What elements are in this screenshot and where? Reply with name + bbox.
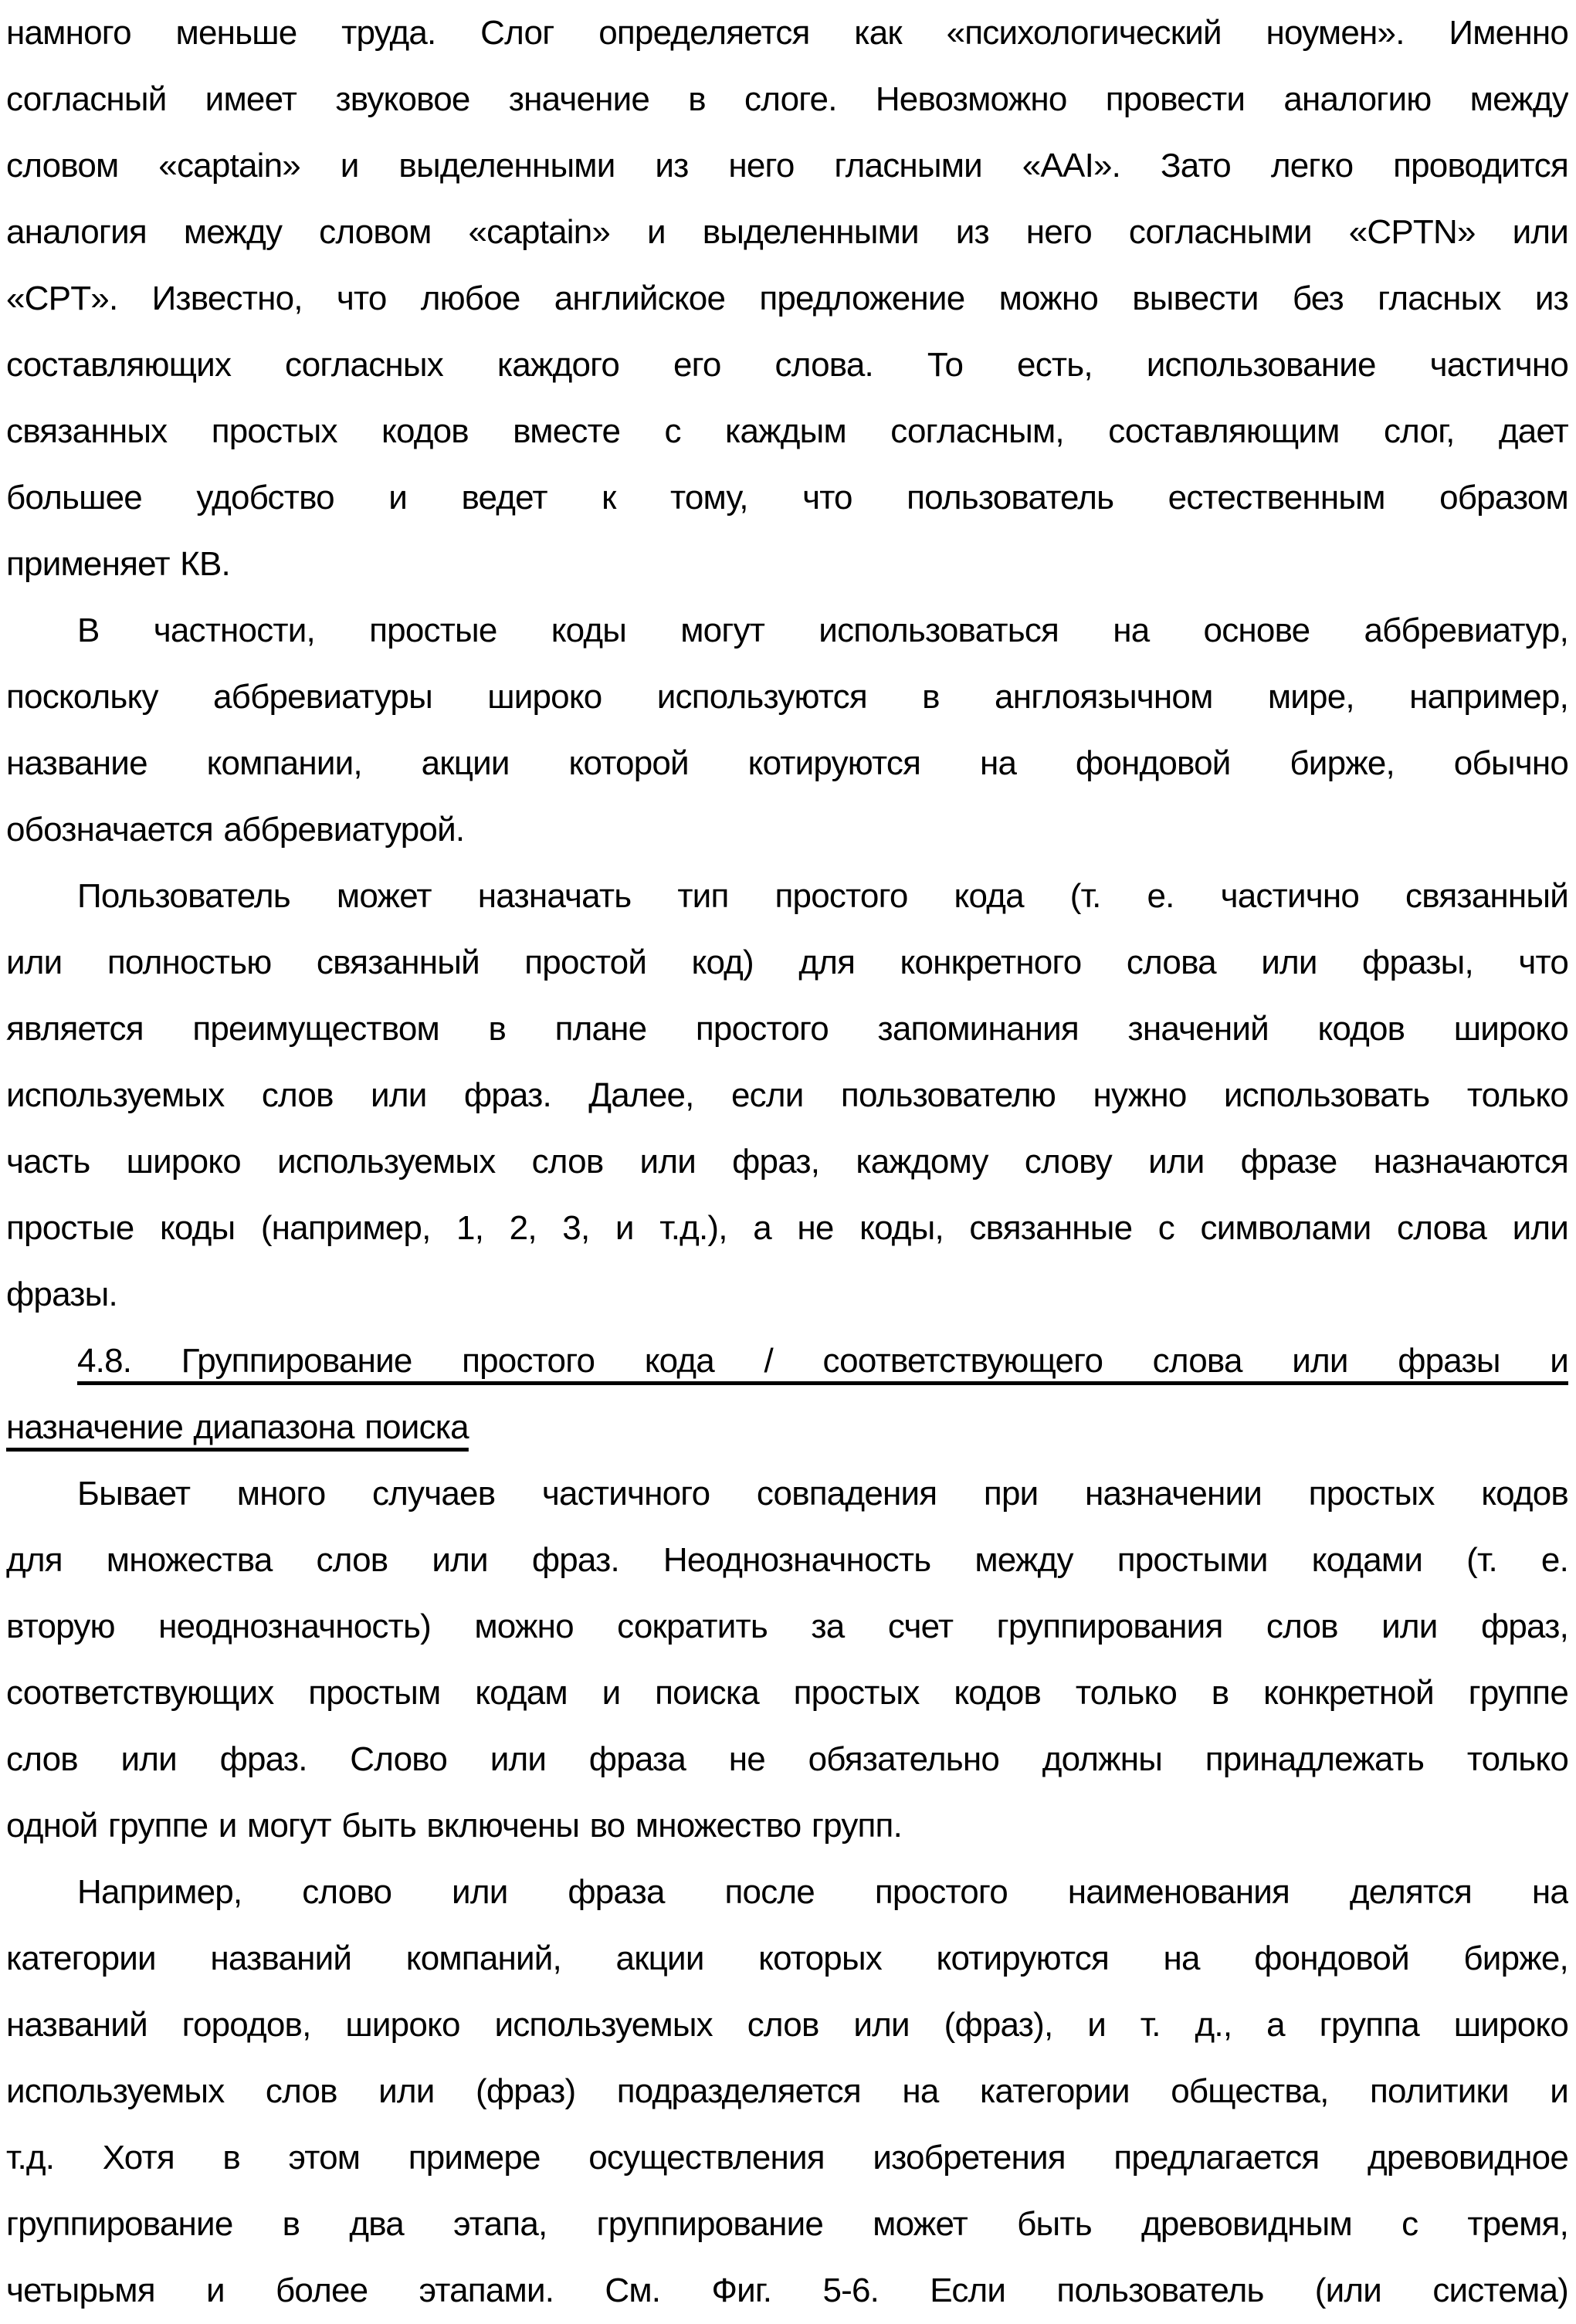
text-line: Например, слово или фраза после простого наименования делятся на bbox=[77, 1873, 1568, 1911]
text-line: одной группе и могут быть включены во множество групп. bbox=[6, 1807, 903, 1845]
text-line: т.д. Хотя в этом примере осуществления изобретения предлагается древовидное bbox=[6, 2139, 1568, 2177]
text-line: намного меньше труда. Слог определяется как «психологический ноумен». Именно bbox=[6, 14, 1568, 52]
text-line: Пользователь может назначать тип простого кода (т. е. частично связанный bbox=[77, 877, 1568, 915]
text-line: слов или фраз. Слово или фраза не обязательно должны принадлежать только bbox=[6, 1740, 1568, 1778]
text-line: категории названий компаний, акции которых котируются на фондовой бирже, bbox=[6, 1939, 1568, 1977]
text-line: «CPT». Известно, что любое английское предложение можно вывести без гласных из bbox=[6, 279, 1568, 317]
text-line: составляющих согласных каждого его слова. То есть, использование частично bbox=[6, 346, 1568, 384]
text-line: простые коды (например, 1, 2, 3, и т.д.), а не коды, связанные с символами слова или bbox=[6, 1209, 1568, 1247]
text-line: словом «captain» и выделенными из него гласными «AAI». Зато легко проводится bbox=[6, 147, 1568, 185]
text-line: используемых слов или фраз. Далее, если пользователю нужно использовать только bbox=[6, 1076, 1568, 1114]
text-line: обозначается аббревиатурой. bbox=[6, 811, 465, 849]
text-line: используемых слов или (фраз) подразделяется на категории общества, политики и bbox=[6, 2072, 1568, 2110]
text-line: название компании, акции которой котируются на фондовой бирже, обычно bbox=[6, 744, 1568, 782]
text-line: для множества слов или фраз. Неоднозначность между простыми кодами (т. е. bbox=[6, 1541, 1568, 1579]
text-line: связанных простых кодов вместе с каждым согласным, составляющим слог, дает bbox=[6, 412, 1568, 450]
heading-line: 4.8. Группирование простого кода / соответствующего слова или фразы и bbox=[77, 1342, 1568, 1380]
text-line: часть широко используемых слов или фраз, каждому слову или фразе назначаются bbox=[6, 1143, 1568, 1181]
text-line: поскольку аббревиатуры широко используются в англоязычном мире, например, bbox=[6, 678, 1568, 716]
text-line: названий городов, широко используемых слов или (фраз), и т. д., а группа широко bbox=[6, 2006, 1568, 2044]
text-line: В частности, простые коды могут использоваться на основе аббревиатур, bbox=[77, 611, 1568, 649]
text-line: вторую неоднозначность) можно сократить за счет группирования слов или фраз, bbox=[6, 1607, 1568, 1645]
text-line: большее удобство и ведет к тому, что пользователь естественным образом bbox=[6, 479, 1568, 517]
text-line: Бывает много случаев частичного совпадения при назначении простых кодов bbox=[77, 1475, 1568, 1513]
text-line: фразы. bbox=[6, 1275, 117, 1313]
text-line: группирование в два этапа, группирование может быть древовидным с тремя, bbox=[6, 2205, 1568, 2243]
text-line: применяет КВ. bbox=[6, 545, 230, 583]
text-line: или полностью связанный простой код) для конкретного слова или фразы, что bbox=[6, 943, 1568, 981]
heading-line: назначение диапазона поиска bbox=[6, 1408, 469, 1446]
text-line: соответствующих простым кодам и поиска простых кодов только в конкретной группе bbox=[6, 1674, 1568, 1712]
text-line: является преимуществом в плане простого запоминания значений кодов широко bbox=[6, 1010, 1568, 1048]
text-line: аналогия между словом «captain» и выделенными из него согласными «CPTN» или bbox=[6, 213, 1568, 251]
text-line: согласный имеет звуковое значение в слоге. Невозможно провести аналогию между bbox=[6, 80, 1568, 118]
text-line: четырьмя и более этапами. См. Фиг. 5-6. Если пользователь (или система) bbox=[6, 2271, 1568, 2309]
